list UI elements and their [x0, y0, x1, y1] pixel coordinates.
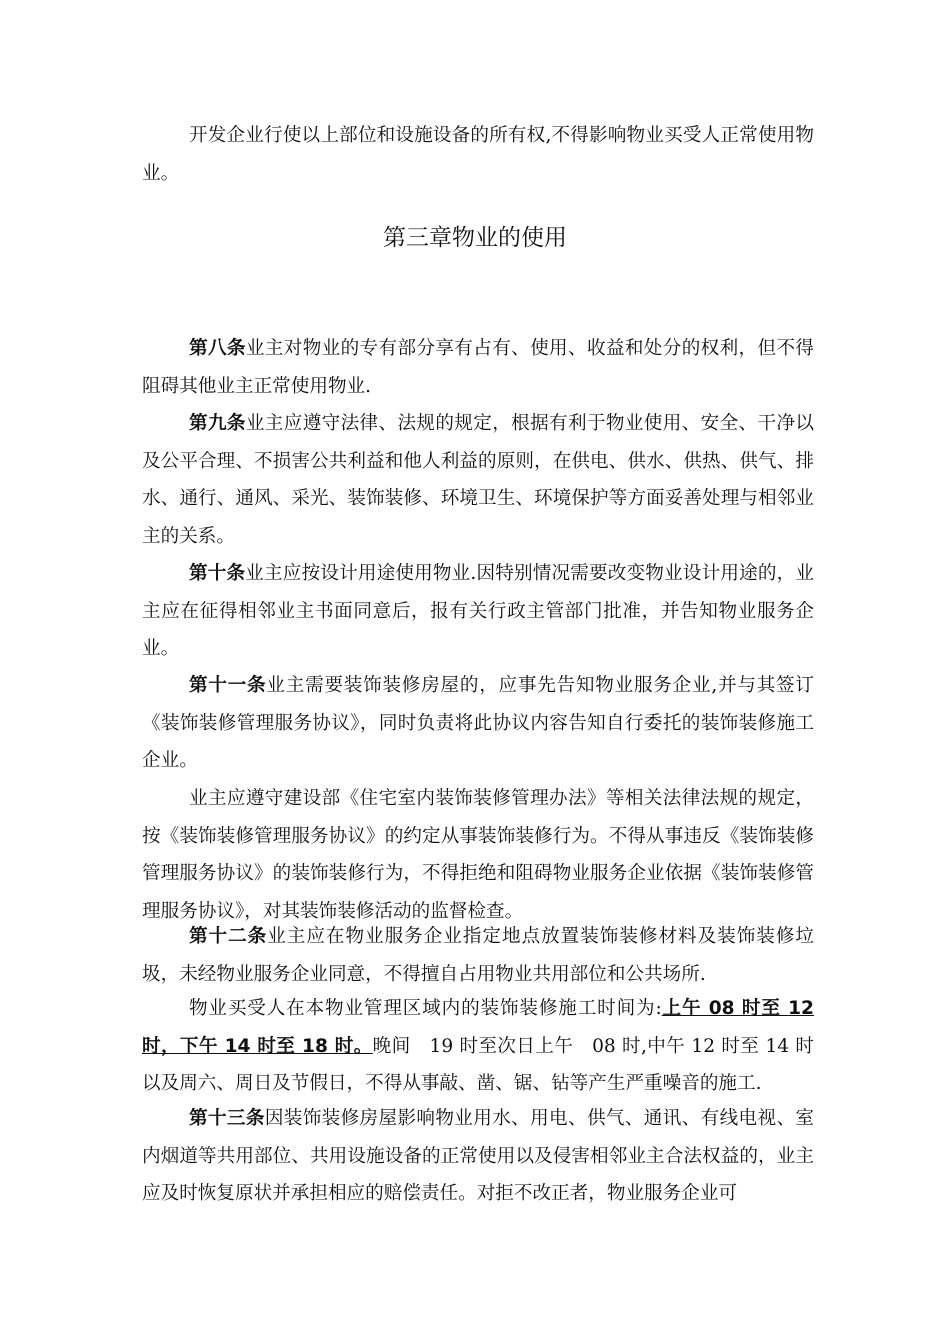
- article-11: [142, 667, 814, 780]
- article-label: 第十一条: [189, 675, 267, 696]
- article-label: 第十二条: [189, 926, 268, 947]
- article-label: 第十条: [189, 563, 246, 584]
- article-text: 业主需要装饰装修房屋的，应事先告知物业服务企业,并与其签订《装饰装修管理服务协议》，同时负责将此协议内容告知自行委托的装饰装修施工企业。: [142, 675, 814, 771]
- time-intro: 物业买受人在本物业管理区域内的装饰装修施工时间为:: [189, 998, 662, 1019]
- article-text: 业主对物业的专有部分享有占有、使用、收益和处分的权利，但不得阻碍其他业主正常使用物业.: [142, 338, 814, 397]
- paragraph-renovation-rules: 业主应遵守建设部《住宅室内装饰装修管理办法》等相关法律法规的规定，按《装饰装修管理服务协议》的约定从事装饰装修行为。不得从事违反《装饰装修管理服务协议》的装饰装修行为，不得拒绝和阻碍物业服务企业依据《装饰装修管理服务协议》，对其装饰装修活动的监督检查。: [142, 788, 814, 922]
- chapter-title: 第三章物业的使用: [383, 225, 567, 251]
- article-text: 业主应按设计用途使用物业.因特别情况需要改变物业设计用途的，业主应在征得相邻业主书面同意后，报有关行政主管部门批准，并告知物业服务企业。: [142, 563, 814, 659]
- article-13: [142, 1100, 814, 1213]
- article-text: 业主应在物业服务企业指定地点放置装饰装修材料及装饰装修垃圾，未经物业服务企业同意，不得擅自占用物业共用部位和公共场所.: [142, 926, 814, 985]
- allowed-hours: 上午 08 时至 12 时，下午 14 时至 18 时。: [142, 998, 814, 1057]
- article-10: [142, 555, 814, 668]
- article-9: [142, 405, 814, 555]
- article-text: 业主应遵守法律、法规的规定，根据有利于物业使用、安全、干净以及公平合理、不损害公共利益和他人利益的原则，在供电、供水、供热、供气、排水、通行、通风、采光、装饰装修、环境卫生、环境保护等方面妥善处理与相邻业主的关系。: [142, 413, 814, 547]
- article-label: 第九条: [189, 413, 246, 434]
- article-text: 因装饰装修房屋影响物业用水、用电、供气、通讯、有线电视、室内烟道等共用部位、共用设施设备的正常使用以及侵害相邻业主合法权益的，业主应及时恢复原状并承担相应的赔偿责任。对拒不改正者，物业服务企业可: [142, 1108, 814, 1204]
- article-8: [142, 330, 814, 405]
- article-label: 第八条: [189, 338, 246, 359]
- article-12: [142, 918, 814, 993]
- article-label: 第十三条: [189, 1108, 265, 1129]
- paragraph-developer-rights: 开发企业行使以上部位和设施设备的所有权,不得影响物业买受人正常使用物业。: [142, 125, 814, 184]
- paragraph-construction-time: [142, 990, 814, 1103]
- noise-restriction: 晚间 19 时至次日上午 08 时,中午 12 时至 14 时以及周六、周日及节假日，不得从事敲、凿、锯、钻等产生严重噪音的施工.: [142, 1035, 815, 1094]
